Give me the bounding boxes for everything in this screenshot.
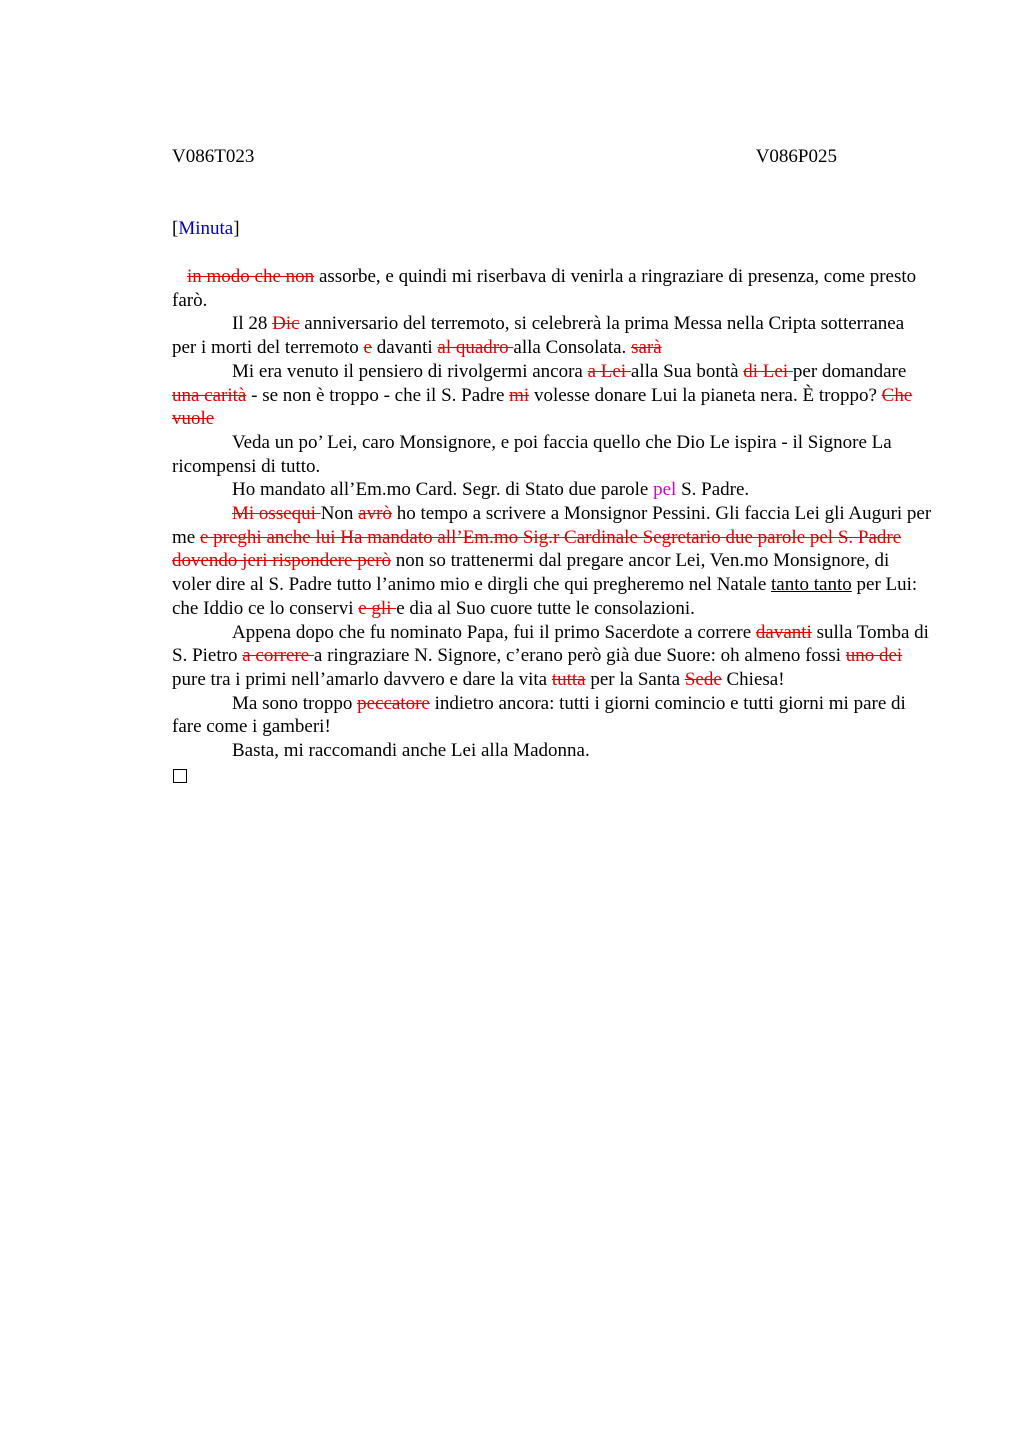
deleted-text: mi — [509, 384, 530, 406]
deleted-text: e preghi anche lui Ha mandato all’Em.mo Sig.r Cardinale Segretario due parole pel S. Padre dovendo jeri rispondere però — [172, 526, 902, 572]
minuta-word: Minuta — [178, 218, 234, 239]
text-segment: non so trattenermi dal pregare ancor Lei, Ven.mo Monsignore, di voler dire al S. Padre tutto l’animo mio e dirgli che qui pregheremo nel Natale — [172, 550, 890, 596]
inserted-text: pel — [653, 479, 677, 501]
text-segment: pure tra i primi nell’amarlo davvero e dare la vita — [172, 668, 552, 690]
deleted-text: a Lei — [587, 360, 631, 382]
deleted-text: in modo che non — [187, 266, 315, 287]
minuta-close-bracket: ] — [233, 218, 240, 239]
end-box-icon — [173, 769, 187, 783]
letter-paragraph — [172, 692, 932, 739]
text-segment: Basta, mi raccomandi anche Lei alla Madonna. — [232, 740, 590, 762]
deleted-text: Dic — [272, 313, 300, 335]
text-segment: per domandare — [792, 360, 907, 382]
text-segment: davanti — [371, 337, 438, 359]
text-segment: anniversario del terremoto, si celebrerà la prima Messa nella Cripta sotterranea per i morti del terremoto — [172, 313, 905, 359]
letter-paragraph — [172, 739, 932, 763]
deleted-text: uno dei — [845, 645, 903, 667]
deleted-text: Sede — [684, 668, 722, 690]
deleted-text: davanti — [755, 621, 812, 643]
text-segment: Chiesa! — [721, 668, 785, 690]
text-segment: S. Padre. — [676, 479, 750, 501]
deleted-text: peccatore — [357, 692, 430, 714]
underlined-text: tanto tanto — [771, 574, 852, 596]
letter-paragraph — [172, 360, 932, 431]
letter-paragraph — [172, 621, 932, 692]
deleted-text: e — [363, 337, 372, 359]
text-segment: alla Sua bontà — [630, 360, 744, 382]
letter-paragraph — [172, 265, 932, 312]
letter-paragraph — [172, 502, 932, 621]
text-segment: assorbe, e quindi mi riserbava di venirla a ringraziare di presenza, come presto farò. — [172, 266, 917, 311]
text-segment: Non — [320, 503, 359, 525]
text-segment: Ho mandato all’Em.mo Card. Segr. di Stato due parole — [232, 479, 654, 501]
text-segment: sulla Tomba di S. Pietro — [172, 621, 929, 667]
text-segment: e dia al Suo cuore tutte le consolazioni. — [396, 597, 695, 619]
letter-paragraph — [172, 431, 932, 478]
document-code-left: V086T023 — [172, 146, 255, 167]
document-code-right: V086P025 — [755, 146, 837, 167]
header-row — [172, 145, 837, 169]
letter-paragraph — [172, 312, 932, 359]
deleted-text: a correre — [242, 645, 314, 667]
text-segment: Il 28 — [232, 313, 273, 335]
text-segment: a ringraziare N. Signore, c’erano però già due Suore: oh almeno fossi — [313, 645, 846, 667]
text-segment: indietro ancora: tutti i giorni comincio e tutti giorni mi pare di fare come i gamberi! — [172, 692, 906, 738]
end-marker — [172, 763, 932, 790]
text-segment: - se non è troppo - che il S. Padre — [246, 384, 510, 406]
deleted-text: Che vuole — [172, 384, 913, 430]
deleted-text: avrò — [358, 503, 392, 525]
text-segment: alla Consolata. — [513, 337, 632, 359]
deleted-text: una carità — [172, 384, 247, 406]
text-segment: Veda un po’ Lei, caro Monsignore, e poi faccia quello che Dio Le ispira - il Signore La ricompensi di tutto. — [172, 431, 892, 477]
deleted-text: al quadro — [437, 337, 514, 359]
text-segment: ho tempo a scrivere a Monsignor Pessini. Gli faccia Lei gli Auguri per me — [172, 503, 932, 548]
text-segment: volesse donare Lui la pianeta nera. È troppo? — [529, 384, 882, 406]
letter-paragraph — [172, 478, 932, 502]
deleted-text: sarà — [631, 337, 662, 359]
text-segment: per Lui: che Iddio ce lo conservi — [172, 574, 918, 619]
deleted-text: Mi ossequi — [232, 503, 321, 525]
text-segment: Ma sono troppo — [232, 692, 358, 714]
text-segment: Mi era venuto il pensiero di rivolgermi ancora — [232, 360, 588, 382]
document-page — [172, 145, 932, 789]
deleted-text: tutta — [551, 668, 586, 690]
text-segment: per la Santa — [585, 668, 685, 690]
minuta-label — [172, 217, 932, 241]
deleted-text: e gli — [358, 597, 397, 619]
text-segment: Appena dopo che fu nominato Papa, fui il primo Sacerdote a correre — [232, 621, 756, 643]
letter-body — [172, 265, 932, 763]
minuta-open-bracket: [ — [172, 218, 179, 239]
deleted-text: di Lei — [743, 360, 793, 382]
